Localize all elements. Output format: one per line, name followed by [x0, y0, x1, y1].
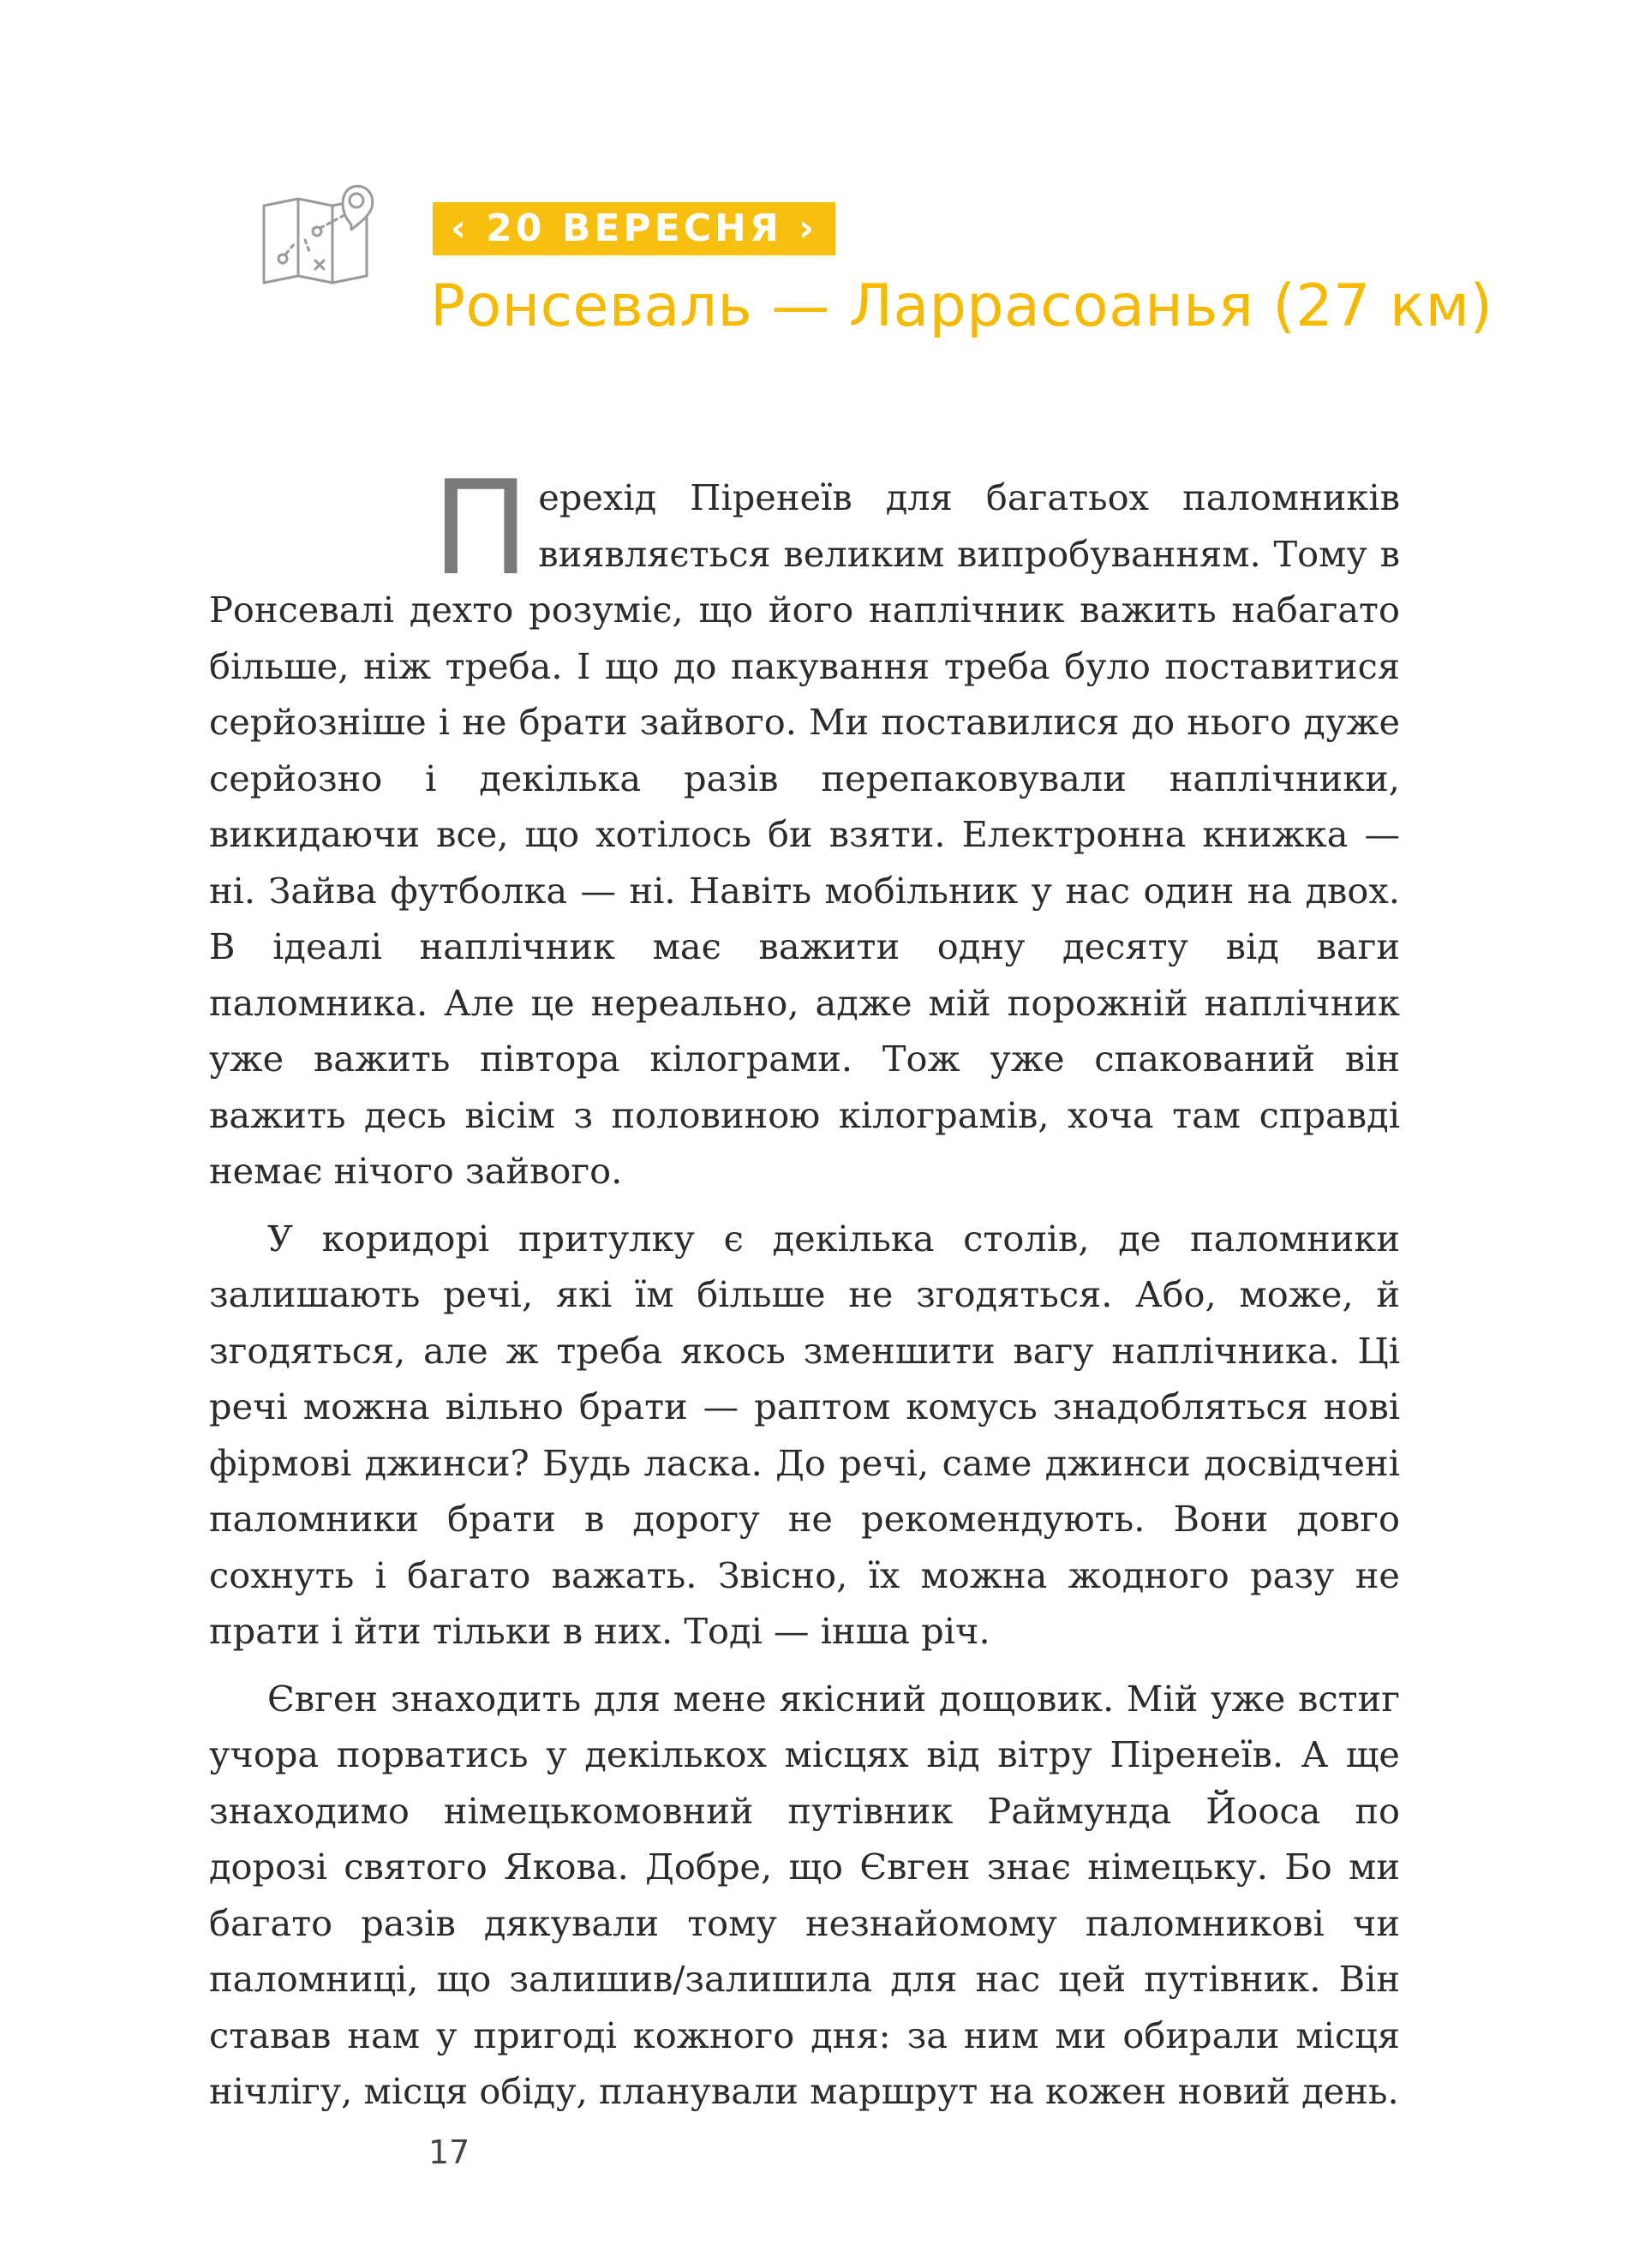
- route-title: Ронсеваль — Ларрасоанья (27 км): [430, 272, 1493, 340]
- paragraph-3: Євген знаходить для мене якісний дощовик. Мій уже встиг учора порватись у декількох місцях від вітру Піренеїв. А ще знаходимо німецькомовний путівник Раймунда Йооса по дорозі святого Якова. Добре, що Євген знає німецьку. Бо ми багато разів дякували тому незнайомому паломникові чи паломниці, що залишив/залишила для нас цей путівник. Він ставав нам у пригоді кожного дня: за ним ми обирали місця нічлігу, місця обіду, планували маршрут на кожен новий день.: [209, 1677, 1400, 2112]
- paragraph-1-text: ерехід Піренеїв для багатьох паломників виявляється великим випробуванням. Тому в Ронсевалі дехто розуміє, що його наплічник важить набагато більше, ніж треба. І що до пакування треба було поставитися серйозніше і не брати зайвого. Ми поставилися до нього дуже серйозно і декілька разів перепаковували наплічники, викидаючи все, що хотілось би взяти. Електронна книжка — ні. Зайва футболка — ні. Навіть мобільник у нас один на двох. В ідеалі наплічник має важити одну десяту від ваги паломника. Але це нереально, адже мій порожній наплічник уже важить півтора кілограми. Тож уже спакований він важить десь вісім з половиною кілограмів, хоча там справді немає нічого зайвого.: [209, 476, 1400, 1192]
- map-pin-icon: [257, 180, 386, 291]
- date-badge: ‹ 20 ВЕРЕСНЯ ›: [433, 202, 835, 255]
- drop-cap: П: [432, 452, 530, 604]
- paragraph-2: У коридорі притулку є декілька столів, де паломники залишають речі, які їм більше не згодяться. Або, може, й згодяться, але ж треба якось зменшити вагу наплічника. Ці речі можна вільно брати — раптом комусь знадобляться нові фірмові джинси? Будь ласка. До речі, саме джинси досвідчені паломники брати в дорогу не рекомендують. Вони довго сохнуть і багато важать. Звісно, їх можна жодного разу не прати і йти тільки в них. Тоді — інша річ.: [209, 1217, 1400, 1652]
- page-number: 17: [428, 2133, 470, 2171]
- paragraph-1: [209, 452, 1400, 1200]
- body-text: [209, 452, 1400, 2131]
